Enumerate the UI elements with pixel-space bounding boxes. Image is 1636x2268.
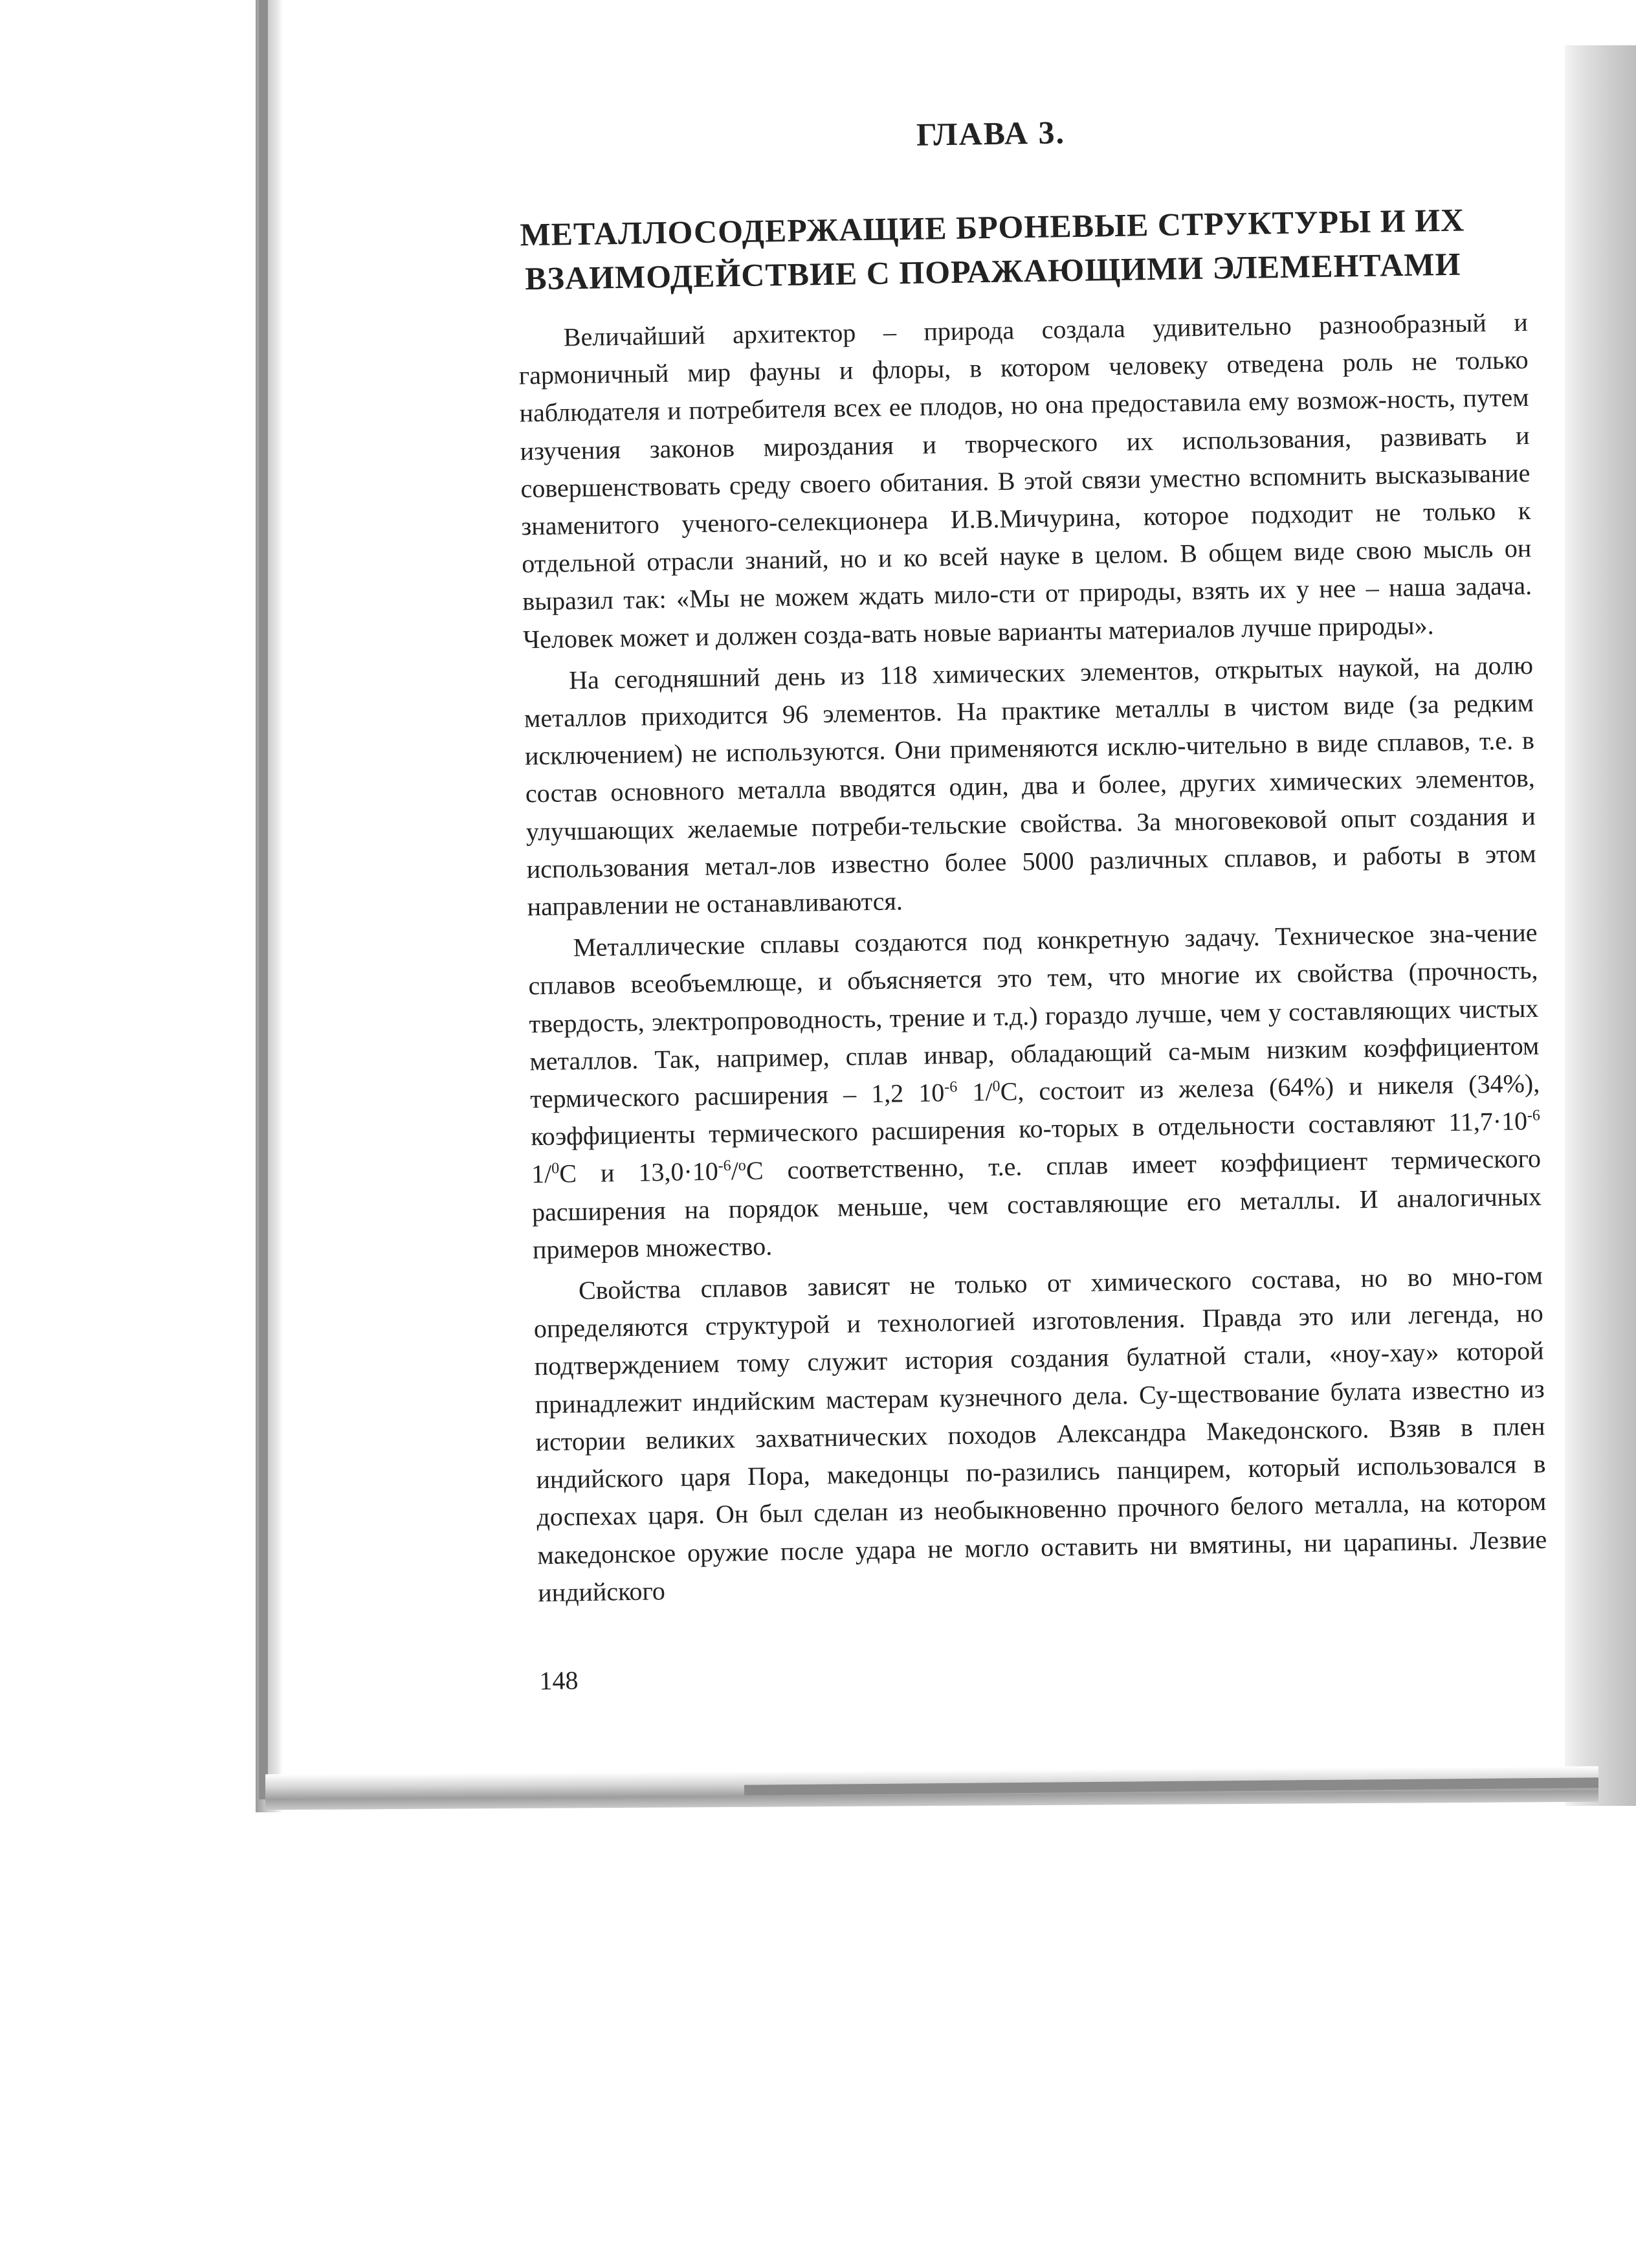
book-page (453, 80, 1554, 1780)
superscript: -6 (718, 1157, 731, 1175)
paragraph-3-text: С, состоит из железа (64%) и никеля (34%), коэффициенты термического расширения ко-торых в отдельности составляют 11,7·10 (530, 1068, 1540, 1151)
paragraph-3-text: Металлические сплавы создаются под конкретную задачу. Техническое зна-чение сплавов всеобъемлюще, и объясняется это тем, что многие их свойства (прочность, твердость, электропроводность, трение и т.д.) гораздо лучше, чем у составляющих чистых металлов. Так, например, сплав инвар, обладающий са-мым низким коэффициентом термического расширения – 1,2 10 (528, 918, 1540, 1114)
superscript: -6 (944, 1078, 958, 1096)
chapter-title (455, 197, 1531, 302)
page-number: 148 (539, 1665, 579, 1696)
paragraph-4: Свойства сплавов зависят не только от химического состава, но во мно-гом определяются структурой и технологией изготовления. Правда это или легенда, но подтверждением тому служит история создания булатной стали, «ноу-хау» которой принадлежит индийским мастерам кузнечного дела. Су-ществование булата известно из истории великих захватнических походов Александра Македонского. Взяв в плен индийского царя Пора, македонцы по-разились панцирем, который использовался в доспехах царя. Он был сделан из необыкновенно прочного белого металла, на котором македонское оружие после удара не могло оставить ни вмятины, ни царапины. Лезвие индийского (533, 1260, 1547, 1607)
chapter-heading: ГЛАВА 3. (916, 114, 1066, 153)
paragraph-3-text: 1/ (531, 1159, 552, 1189)
superscript: 0 (992, 1078, 1000, 1095)
chapter-title-line-2: ВЗАИМОДЕЙСТВИЕ С ПОРАЖАЮЩИМИ ЭЛЕМЕНТАМИ (524, 245, 1461, 297)
paragraph-3 (527, 914, 1542, 1269)
paragraph-3-text: 1/ (956, 1077, 993, 1107)
paragraph-1: Величайший архитектор – природа создала удивительно разнообразный и гармоничный мир фауны и флоры, в котором человеку отведена роль не только наблюдателя и потребителя всех ее плодов, но она предоставила ему возмож-ность, путем изучения законов мироздания и творческого их использования, развивать и совершенствовать среду своего обитания. В этой связи уместно вспомнить высказывание знаменитого ученого-селекционера И.В.Мичурина, которое подходит не только к отдельной отрасли знаний, но и ко всей науке в целом. В общем виде свою мысль он выразил так: «Мы не можем ждать мило-сти от природы, взять их у нее – наша задача. Человек может и должен созда-вать новые варианты материалов лучше природы». (518, 307, 1532, 654)
paragraph-2: На сегодняшний день из 118 химических элементов, открытых наукой, на долю металлов приходится 96 элементов. На практике металлы в чистом виде (за редким исключением) не используются. Они применяются исклю-чительно в виде сплавов, т.е. в состав основного металла вводятся один, два и более, других химических элементов, улучшающих желаемые потреби-тельские свойства. За многовековой опыт создания и использования метал-лов известно более 5000 различных сплавов, и работы в этом направлении не останавливаются. (524, 650, 1536, 922)
paragraph-3-text: С соответственно, т.е. сплав имеет коэффициент термического расширения на порядок меньше, чем составляющие его металлы. И аналогичных примеров множество. (531, 1144, 1542, 1265)
body-text (518, 304, 1547, 1616)
page-right-edge-shadow (1565, 45, 1636, 1806)
paragraph-3-text: / (731, 1156, 739, 1186)
paragraph-3-text: С и 13,0·10 (558, 1157, 719, 1189)
chapter-title-line-1: МЕТАЛЛОСОДЕРЖАЩИЕ БРОНЕВЫЕ СТРУКТУРЫ И ИХ (520, 201, 1465, 253)
superscript: 0 (551, 1160, 560, 1177)
superscript: -6 (1527, 1107, 1541, 1125)
superscript: o (738, 1157, 746, 1175)
book-spine-edge (259, 0, 268, 1799)
